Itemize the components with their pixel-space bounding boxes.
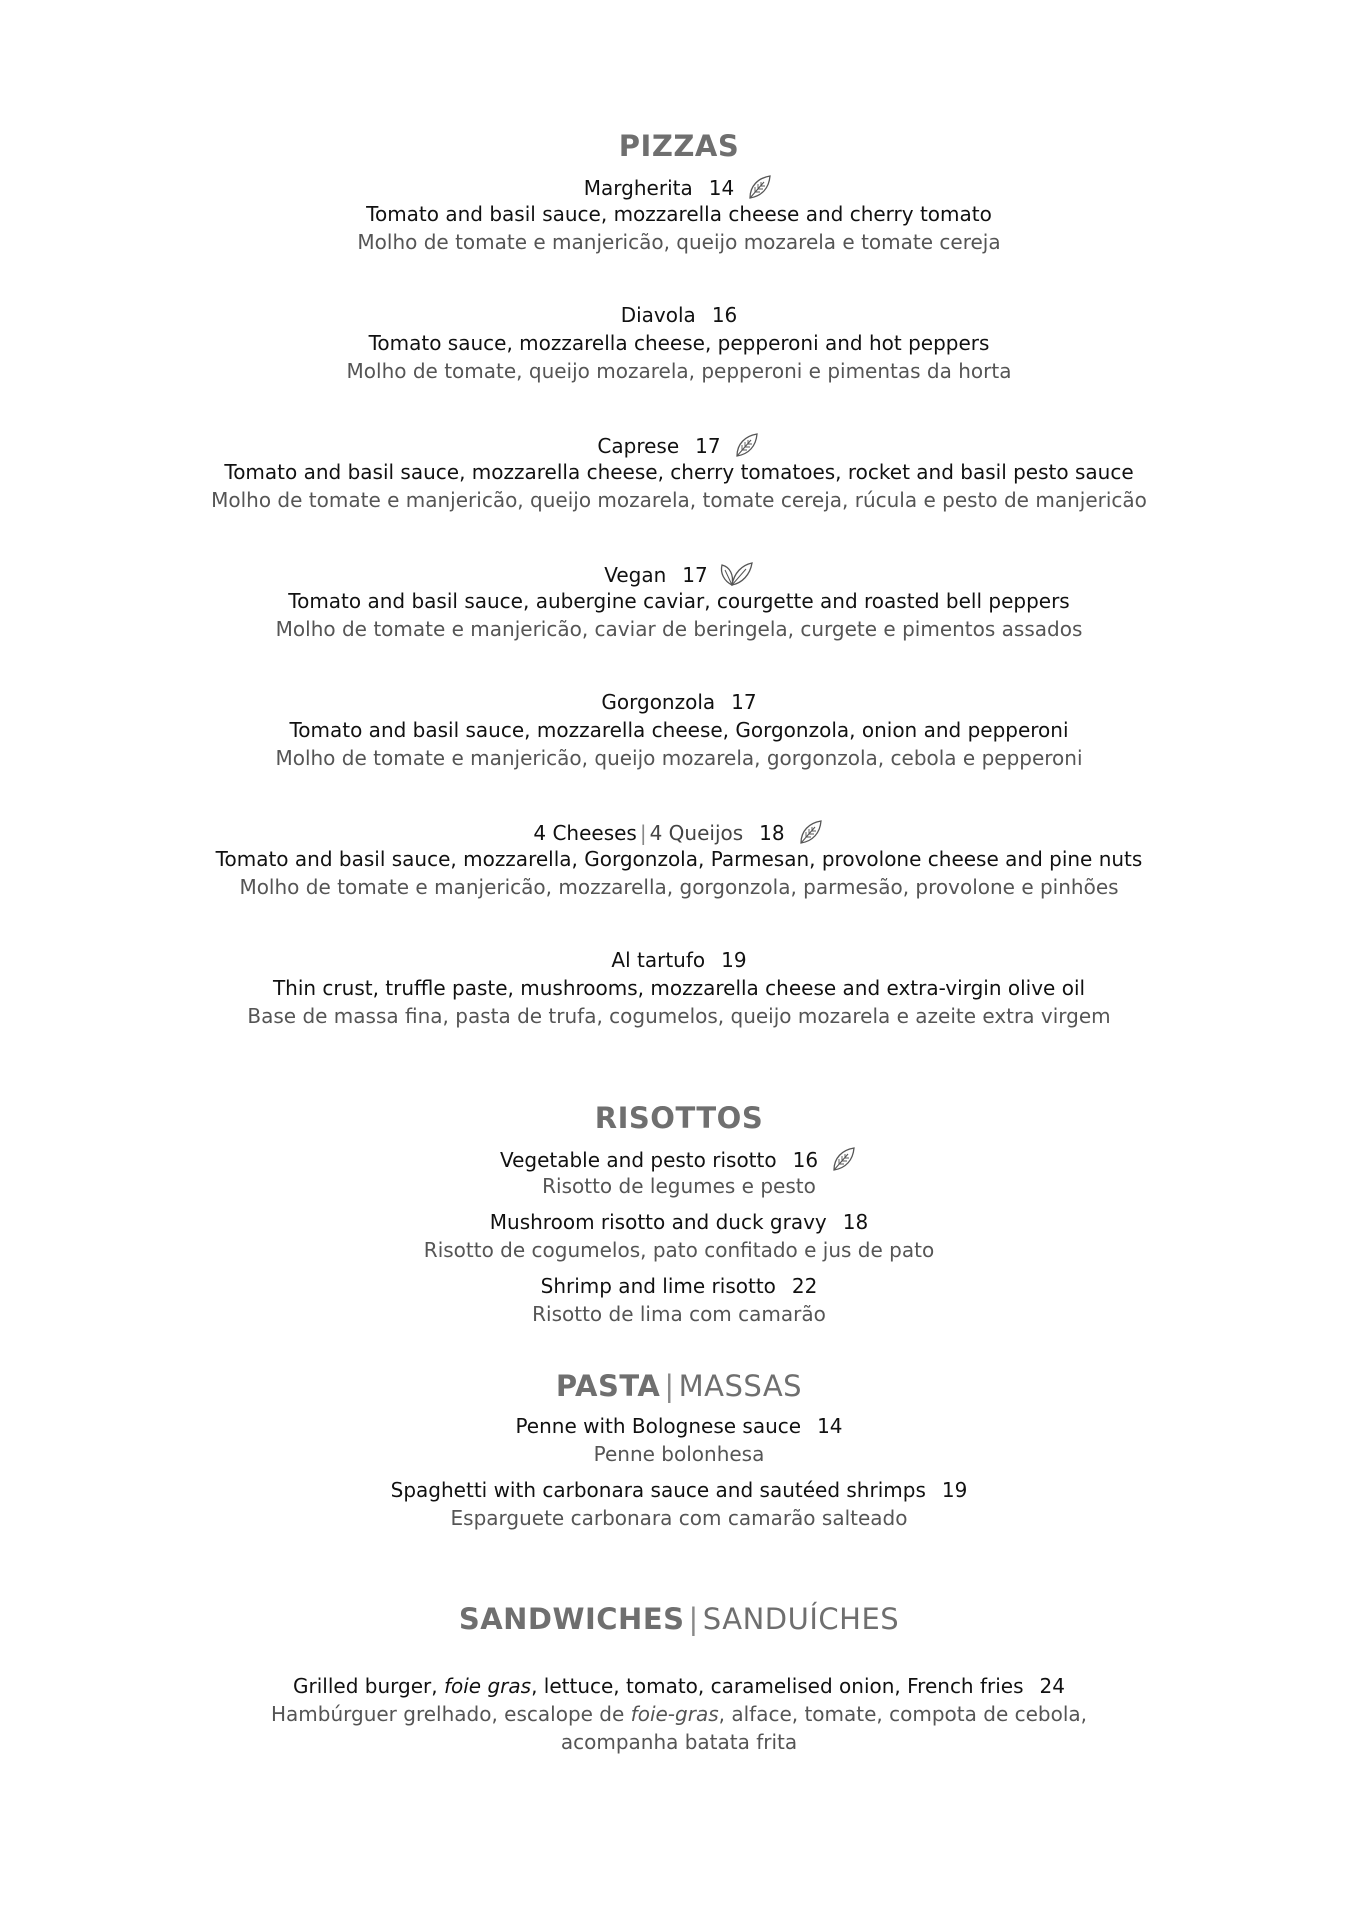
item-description-en: Tomato and basil sauce, mozzarella, Gorgonzola, Parmesan, provolone cheese and pine nuts: [215, 847, 1143, 871]
item-name: Gorgonzola: [601, 690, 716, 714]
item-name: Shrimp and lime risotto: [540, 1274, 776, 1298]
item-price: 16: [792, 1148, 819, 1172]
item-price: 19: [941, 1478, 968, 1502]
leaf-icon: [744, 172, 774, 202]
menu-item-al-tartufo: [0, 946, 1358, 974]
item-description-en: Tomato and basil sauce, mozzarella cheese and cherry tomato: [366, 202, 992, 226]
menu-item-mushroom-risotto: [0, 1208, 1358, 1236]
section-title-pasta: PASTA | MASSAS: [555, 1369, 803, 1403]
menu-item-vegan: [0, 559, 1358, 589]
leaf-icon: [795, 817, 825, 847]
item-description-pt: Molho de tomate e manjericão, caviar de beringela, curgete e pimentos assados: [275, 617, 1083, 641]
name-separator: |: [639, 821, 647, 845]
item-description-pt: Molho de tomate e manjericão, queijo mozarela e tomate cereja: [357, 230, 1001, 254]
item-description-pt: Base de massa fina, pasta de trufa, cogumelos, queijo mozarela e azeite extra virgem: [247, 1004, 1111, 1028]
item-description-en: Tomato and basil sauce, mozzarella cheese, cherry tomatoes, rocket and basil pesto sauce: [224, 460, 1134, 484]
item-name: Vegetable and pesto risotto: [499, 1148, 777, 1172]
item-name: 4 Cheeses: [533, 821, 637, 845]
menu-item-shrimp-risotto: [0, 1272, 1358, 1300]
menu-item-spaghetti: [0, 1476, 1358, 1504]
item-description-pt: Molho de tomate e manjericão, mozzarella, gorgonzola, parmesão, provolone e pinhões: [239, 875, 1119, 899]
section-title-sandwiches-pt: SANDUÍCHES: [702, 1602, 900, 1636]
item-description-italic: foie-gras: [630, 1702, 719, 1726]
item-price: 17: [695, 434, 721, 458]
menu-item-diavola: [0, 301, 1358, 329]
section-title-risottos: RISOTTOS: [594, 1101, 764, 1135]
item-description-pt: Risotto de cogumelos, pato confitado e jus de pato: [423, 1238, 935, 1262]
item-name: Mushroom risotto and duck gravy: [489, 1210, 827, 1234]
item-price: 24: [1039, 1674, 1065, 1698]
menu-item-grilled-burger: [0, 1672, 1358, 1700]
item-price: 14: [708, 176, 735, 200]
item-name: Margherita: [583, 176, 693, 200]
item-description-pt: Molho de tomate e manjericão, queijo mozarela, tomate cereja, rúcula e pesto de manjericão: [211, 488, 1147, 512]
item-name-part: Grilled burger,: [293, 1674, 444, 1698]
item-description-en: Tomato and basil sauce, aubergine caviar, courgette and roasted bell peppers: [288, 589, 1070, 613]
item-description-en: Tomato sauce, mozzarella cheese, pepperoni and hot peppers: [368, 331, 990, 355]
item-description-pt: Risotto de lima com camarão: [532, 1302, 826, 1326]
menu-item-caprese: [0, 430, 1358, 460]
section-title-sandwiches: SANDWICHES | SANDUÍCHES: [458, 1602, 900, 1636]
menu-item-4-cheeses: [0, 817, 1358, 847]
item-name: Al tartufo: [611, 948, 706, 972]
double-leaf-icon: [718, 559, 754, 589]
item-price: 14: [817, 1414, 843, 1438]
item-name-part: , lettuce, tomato, caramelised onion, French fries: [531, 1674, 1024, 1698]
item-price: 18: [759, 821, 785, 845]
menu-item-gorgonzola: [0, 688, 1358, 716]
item-description-pt: Molho de tomate e manjericão, queijo mozarela, gorgonzola, cebola e pepperoni: [275, 746, 1083, 770]
item-name: Caprese: [597, 434, 680, 458]
item-description-pt: [0, 1700, 1358, 1728]
item-price: 18: [842, 1210, 869, 1234]
item-name: Vegan: [604, 563, 667, 587]
leaf-icon: [828, 1144, 858, 1174]
leaf-icon: [731, 430, 761, 460]
item-price: 16: [711, 303, 738, 327]
menu-item-margherita: [0, 172, 1358, 202]
item-price: 17: [682, 563, 708, 587]
item-description-en: Tomato and basil sauce, mozzarella cheese, Gorgonzola, onion and pepperoni: [289, 718, 1069, 742]
item-name: Penne with Bolognese sauce: [515, 1414, 802, 1438]
item-name-italic: foie gras: [443, 1674, 532, 1698]
menu-item-penne: [0, 1412, 1358, 1440]
section-title-pasta-pt: MASSAS: [678, 1369, 803, 1403]
item-price: 19: [721, 948, 747, 972]
item-price: 17: [731, 690, 757, 714]
item-description-part: , alface, tomate, compota de cebola,: [718, 1702, 1088, 1726]
section-title-pizzas: PIZZAS: [618, 129, 740, 163]
item-description-pt: Molho de tomate, queijo mozarela, pepperoni e pimentas da horta: [346, 359, 1012, 383]
item-description-part: Hambúrguer grelhado, escalope de: [270, 1702, 631, 1726]
menu-item-vegetable-risotto: [0, 1144, 1358, 1174]
item-description-pt: Esparguete carbonara com camarão salteado: [450, 1506, 908, 1530]
item-description-pt: Penne bolonhesa: [593, 1442, 765, 1466]
item-name: Diavola: [620, 303, 696, 327]
item-description-pt-line2: acompanha batata frita: [560, 1730, 798, 1754]
item-description-en: Thin crust, truffle paste, mushrooms, mozzarella cheese and extra-virgin olive oil: [272, 976, 1086, 1000]
item-description-pt: Risotto de legumes e pesto: [542, 1174, 816, 1198]
item-name: Spaghetti with carbonara sauce and sautéed shrimps: [390, 1478, 926, 1502]
item-price: 22: [791, 1274, 818, 1298]
item-name-pt: 4 Queijos: [649, 821, 744, 845]
